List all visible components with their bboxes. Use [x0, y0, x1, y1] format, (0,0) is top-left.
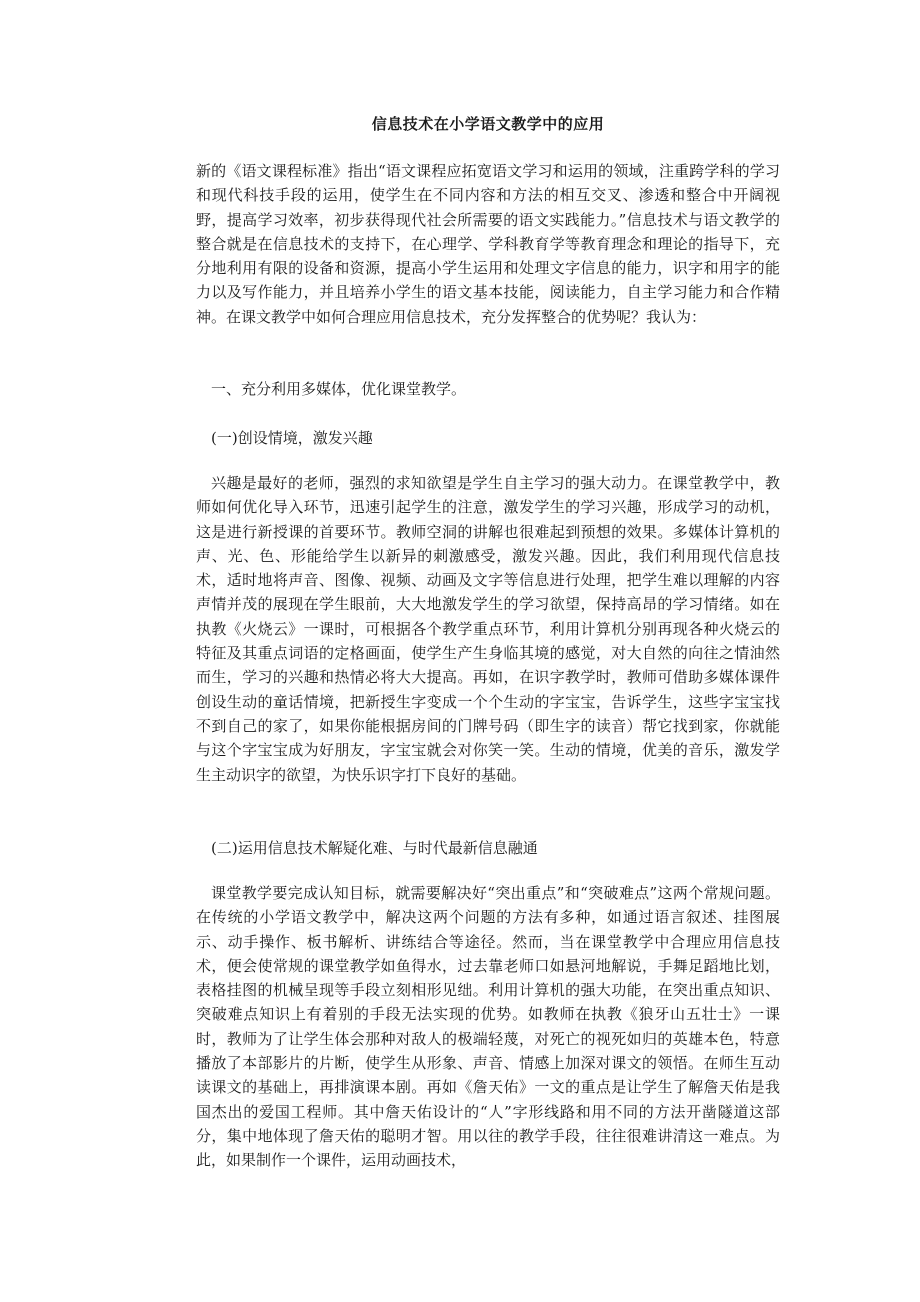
section-heading-1: 一、充分利用多媒体，优化课堂教学。 — [211, 380, 467, 398]
subsection-1-paragraph: 兴趣是最好的老师，强烈的求知欲望是学生自主学习的强大动力。在课堂教学中，教师如何优化导入环节，迅速引起学生的注意，激发学生的学习兴趣，形成学习的动机，这是进行新授课的首要环节。教师空洞的讲解也很难起到预想的效果。多媒体计算机的声、光、色、形能给学生以新异的刺激感受，激发兴趣。因此，我们利用现代信息技术，适时地将声音、图像、视频、动画及文字等信息进行处理，把学生难以理解的内容声情并茂的展现在学生眼前，大大地激发学生的学习欲望，保持高昂的学习情绪。如在执教《火烧云》一课时，可根据各个教学重点环节，利用计算机分别再现各种火烧云的特征及其重点词语的定格画面，使学生产生身临其境的感觉，对大自然的向往之情油然而生，学习的兴趣和热情必将大大提高。再如，在识字教学时，教师可借助多媒体课件创设生动的童话情境，把新授生字变成一个个生动的字宝宝，告诉学生，这些字宝宝找不到自己的家了，如果你能根据房间的门牌号码（即生字的读音）帮它找到家，你就能与这个字宝宝成为好朋友，字宝宝就会对你笑一笑。生动的情境，优美的音乐，激发学生主动识字的欲望，为快乐识字打下良好的基础。 — [196, 474, 780, 784]
intro-paragraph: 新的《语文课程标准》指出“语文课程应拓宽语文学习和运用的领域，注重跨学科的学习和现代科技手段的运用，使学生在不同内容和方法的相互交叉、渗透和整合中开阔视野，提高学习效率，初步获得现代社会所需要的语文实践能力。”信息技术与语文教学的整合就是在信息技术的支持下，在心理学、学科教育学等教育理念和理论的指导下，充分地利用有限的设备和资源，提高小学生运用和处理文字信息的能力，识字和用字的能力以及写作能力，并且培养小学生的语文基本技能，阅读能力，自主学习能力和合作精神。在课文教学中如何合理应用信息技术，充分发挥整合的优势呢？我认为： — [196, 162, 780, 326]
subsection-2-paragraph: 课堂教学要完成认知目标，就需要解决好“突出重点”和“突破难点”这两个常规问题。在传统的小学语文教学中，解决这两个问题的方法有多种，如通过语言叙述、挂图展示、动手操作、板书解析、讲练结合等途径。然而，当在课堂教学中合理应用信息技术，便会使常规的课堂教学如鱼得水，过去靠老师口如悬河地解说，手舞足蹈地比划，表格挂图的机械呈现等手段立刻相形见绌。利用计算机的强大功能，在突出重点知识、突破难点知识上有着别的手段无法实现的优势。如教师在执教《狼牙山五壮士》一课时，教师为了让学生体会那种对敌人的极端轻蔑，对死亡的视死如归的英雄本色，特意播放了本部影片的片断，使学生从形象、声音、情感上加深对课文的领悟。在师生互动读课文的基础上，再排演课本剧。再如《詹天佑》一文的重点是让学生了解詹天佑是我国杰出的爱国工程师。其中詹天佑设计的“人”字形线路和用不同的方法开凿隧道这部分，集中地体现了詹天佑的聪明才智。用以往的教学手段，往往很难讲清这一难点。为此，如果制作一个课件，运用动画技术， — [196, 884, 780, 1170]
subsection-heading-2: (二)运用信息技术解疑化难、与时代最新信息融通 — [211, 839, 538, 857]
subsection-heading-1: (一)创设情境，激发兴趣 — [211, 429, 373, 447]
document-title: 信息技术在小学语文教学中的应用 — [371, 115, 605, 133]
